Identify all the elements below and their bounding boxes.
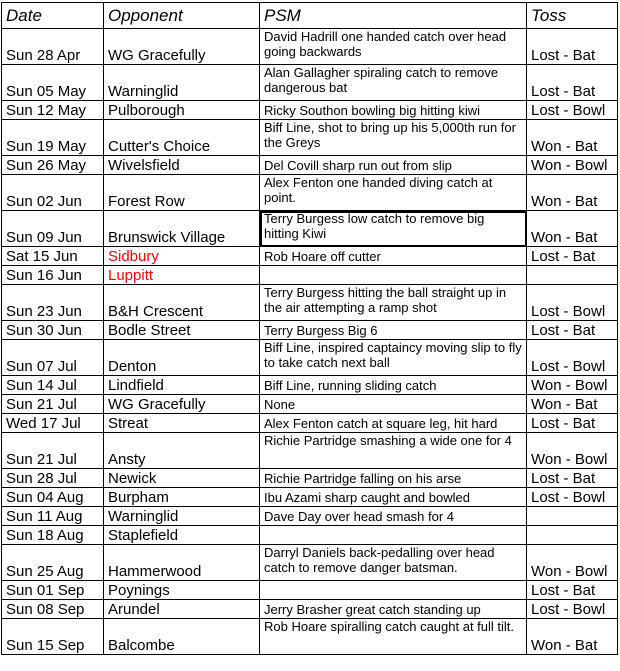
psm-cell[interactable]: Biff Line, inspired captaincy moving slip to fly to take catch next ball	[260, 340, 527, 376]
table-row	[2, 488, 618, 507]
table-row	[2, 395, 618, 414]
opponent-cell[interactable]: Hammerwood	[104, 545, 260, 581]
psm-cell[interactable]: Biff Line, running sliding catch	[260, 376, 527, 395]
toss-cell[interactable]: Won - Bat	[527, 175, 618, 211]
date-cell[interactable]: Sun 14 Jul	[2, 376, 104, 395]
toss-cell[interactable]	[527, 507, 618, 526]
psm-cell[interactable]: Darryl Daniels back-pedalling over head catch to remove danger batsman.	[260, 545, 527, 581]
date-cell[interactable]: Sun 21 Jul	[2, 433, 104, 469]
date-cell[interactable]: Sun 12 May	[2, 101, 104, 120]
date-cell[interactable]: Sun 09 Jun	[2, 211, 104, 247]
date-cell[interactable]: Sun 19 May	[2, 120, 104, 156]
psm-cell[interactable]	[260, 266, 527, 285]
toss-cell[interactable]: Lost - Bowl	[527, 101, 618, 120]
table-row	[2, 120, 618, 156]
date-cell[interactable]: Sun 11 Aug	[2, 507, 104, 526]
date-cell[interactable]: Sun 08 Sep	[2, 600, 104, 619]
toss-cell[interactable]: Lost - Bowl	[527, 285, 618, 321]
table-row	[2, 619, 618, 655]
toss-cell[interactable]: Won - Bat	[527, 619, 618, 655]
toss-cell[interactable]: Lost - Bowl	[527, 488, 618, 507]
date-cell[interactable]: Sun 02 Jun	[2, 175, 104, 211]
toss-cell[interactable]	[527, 266, 618, 285]
toss-cell[interactable]: Lost - Bat	[527, 65, 618, 101]
table-row	[2, 247, 618, 266]
opponent-cell[interactable]: WG Gracefully	[104, 29, 260, 65]
psm-cell[interactable]: Ibu Azami sharp caught and bowled	[260, 488, 527, 507]
opponent-cell[interactable]: Warninglid	[104, 507, 260, 526]
psm-cell[interactable]: Jerry Brasher great catch standing up	[260, 600, 527, 619]
psm-cell[interactable]: Richie Partridge falling on his arse	[260, 469, 527, 488]
date-cell[interactable]: Sun 25 Aug	[2, 545, 104, 581]
toss-cell[interactable]: Won - Bat	[527, 120, 618, 156]
table-row	[2, 433, 618, 469]
date-cell[interactable]: Sun 18 Aug	[2, 526, 104, 545]
opponent-cell[interactable]: Burpham	[104, 488, 260, 507]
opponent-cell[interactable]: Newick	[104, 469, 260, 488]
opponent-cell[interactable]: B&H Crescent	[104, 285, 260, 321]
date-cell[interactable]: Sun 05 May	[2, 65, 104, 101]
toss-cell[interactable]: Lost - Bat	[527, 414, 618, 433]
date-cell[interactable]: Sun 30 Jun	[2, 321, 104, 340]
psm-cell[interactable]: Dave Day over head smash for 4	[260, 507, 527, 526]
table-row	[2, 376, 618, 395]
toss-cell[interactable]	[527, 526, 618, 545]
table-row	[2, 175, 618, 211]
date-cell[interactable]: Wed 17 Jul	[2, 414, 104, 433]
opponent-cell[interactable]: Lindfield	[104, 376, 260, 395]
opponent-cell[interactable]: Balcombe	[104, 619, 260, 655]
table-row	[2, 65, 618, 101]
toss-cell[interactable]: Lost - Bowl	[527, 340, 618, 376]
psm-cell[interactable]: Terry Burgess Big 6	[260, 321, 527, 340]
table-row	[2, 469, 618, 488]
table-row	[2, 29, 618, 65]
toss-cell[interactable]: Lost - Bat	[527, 581, 618, 600]
psm-cell[interactable]: Richie Partridge smashing a wide one for 4	[260, 433, 527, 469]
psm-cell-selected[interactable]: Terry Burgess low catch to remove big hitting Kiwi	[260, 211, 527, 247]
psm-cell[interactable]: Rob Hoare off cutter	[260, 247, 527, 266]
opponent-cell[interactable]: Arundel	[104, 600, 260, 619]
opponent-cell[interactable]: Forest Row	[104, 175, 260, 211]
fixtures-table	[1, 2, 618, 655]
toss-cell[interactable]: Lost - Bat	[527, 247, 618, 266]
opponent-cell[interactable]: Poynings	[104, 581, 260, 600]
toss-cell[interactable]: Won - Bat	[527, 211, 618, 247]
psm-cell[interactable]: Alan Gallagher spiraling catch to remove dangerous bat	[260, 65, 527, 101]
psm-cell[interactable]: Alex Fenton catch at square leg, hit hard	[260, 414, 527, 433]
opponent-cell[interactable]: Cutter's Choice	[104, 120, 260, 156]
date-cell[interactable]: Sat 15 Jun	[2, 247, 104, 266]
table-row	[2, 414, 618, 433]
psm-cell[interactable]: Biff Line, shot to bring up his 5,000th run for the Greys	[260, 120, 527, 156]
psm-cell[interactable]	[260, 526, 527, 545]
date-cell[interactable]: Sun 07 Jul	[2, 340, 104, 376]
opponent-cell[interactable]: Brunswick Village	[104, 211, 260, 247]
date-cell[interactable]: Sun 01 Sep	[2, 581, 104, 600]
date-cell[interactable]: Sun 26 May	[2, 156, 104, 175]
header-row	[2, 3, 618, 29]
psm-cell[interactable]: None	[260, 395, 527, 414]
toss-cell[interactable]: Lost - Bat	[527, 29, 618, 65]
opponent-cell[interactable]: Bodle Street	[104, 321, 260, 340]
date-cell[interactable]: Sun 04 Aug	[2, 488, 104, 507]
psm-cell[interactable]: Rob Hoare spiralling catch caught at full tilt.	[260, 619, 527, 655]
table-row	[2, 101, 618, 120]
psm-cell[interactable]: Alex Fenton one handed diving catch at point.	[260, 175, 527, 211]
table-row	[2, 507, 618, 526]
table-row	[2, 545, 618, 581]
table-row	[2, 156, 618, 175]
table-row	[2, 285, 618, 321]
table-row	[2, 600, 618, 619]
date-cell[interactable]: Sun 28 Jul	[2, 469, 104, 488]
opponent-cell[interactable]: Luppitt	[104, 266, 260, 285]
header-toss[interactable]: Toss	[527, 3, 618, 29]
opponent-cell[interactable]: Pulborough	[104, 101, 260, 120]
opponent-cell[interactable]: WG Gracefully	[104, 395, 260, 414]
table-row	[2, 581, 618, 600]
opponent-cell[interactable]: Staplefield	[104, 526, 260, 545]
date-cell[interactable]: Sun 21 Jul	[2, 395, 104, 414]
header-date[interactable]: Date	[2, 3, 104, 29]
date-cell[interactable]: Sun 28 Apr	[2, 29, 104, 65]
psm-cell[interactable]: Terry Burgess hitting the ball straight up in the air attempting a ramp shot	[260, 285, 527, 321]
header-psm[interactable]: PSM	[260, 3, 527, 29]
table-row	[2, 211, 618, 247]
toss-cell[interactable]: Lost - Bowl	[527, 600, 618, 619]
date-cell[interactable]: Sun 16 Jun	[2, 266, 104, 285]
toss-cell[interactable]: Won - Bowl	[527, 376, 618, 395]
opponent-cell[interactable]: Sidbury	[104, 247, 260, 266]
psm-cell[interactable]	[260, 581, 527, 600]
table-row	[2, 321, 618, 340]
table-row	[2, 266, 618, 285]
table-row	[2, 340, 618, 376]
toss-cell[interactable]: Won - Bowl	[527, 545, 618, 581]
date-cell[interactable]: Sun 15 Sep	[2, 619, 104, 655]
toss-cell[interactable]: Won - Bowl	[527, 156, 618, 175]
opponent-cell[interactable]: Denton	[104, 340, 260, 376]
psm-cell[interactable]: Del Covill sharp run out from slip	[260, 156, 527, 175]
toss-cell[interactable]: Lost - Bat	[527, 469, 618, 488]
header-opponent[interactable]: Opponent	[104, 3, 260, 29]
toss-cell[interactable]: Won - Bat	[527, 395, 618, 414]
opponent-cell[interactable]: Streat	[104, 414, 260, 433]
opponent-cell[interactable]: Warninglid	[104, 65, 260, 101]
opponent-cell[interactable]: Ansty	[104, 433, 260, 469]
psm-cell[interactable]: David Hadrill one handed catch over head going backwards	[260, 29, 527, 65]
psm-cell[interactable]: Ricky Southon bowling big hitting kiwi	[260, 101, 527, 120]
opponent-cell[interactable]: Wivelsfield	[104, 156, 260, 175]
toss-cell[interactable]: Won - Bowl	[527, 433, 618, 469]
table-row	[2, 526, 618, 545]
toss-cell[interactable]: Lost - Bat	[527, 321, 618, 340]
date-cell[interactable]: Sun 23 Jun	[2, 285, 104, 321]
